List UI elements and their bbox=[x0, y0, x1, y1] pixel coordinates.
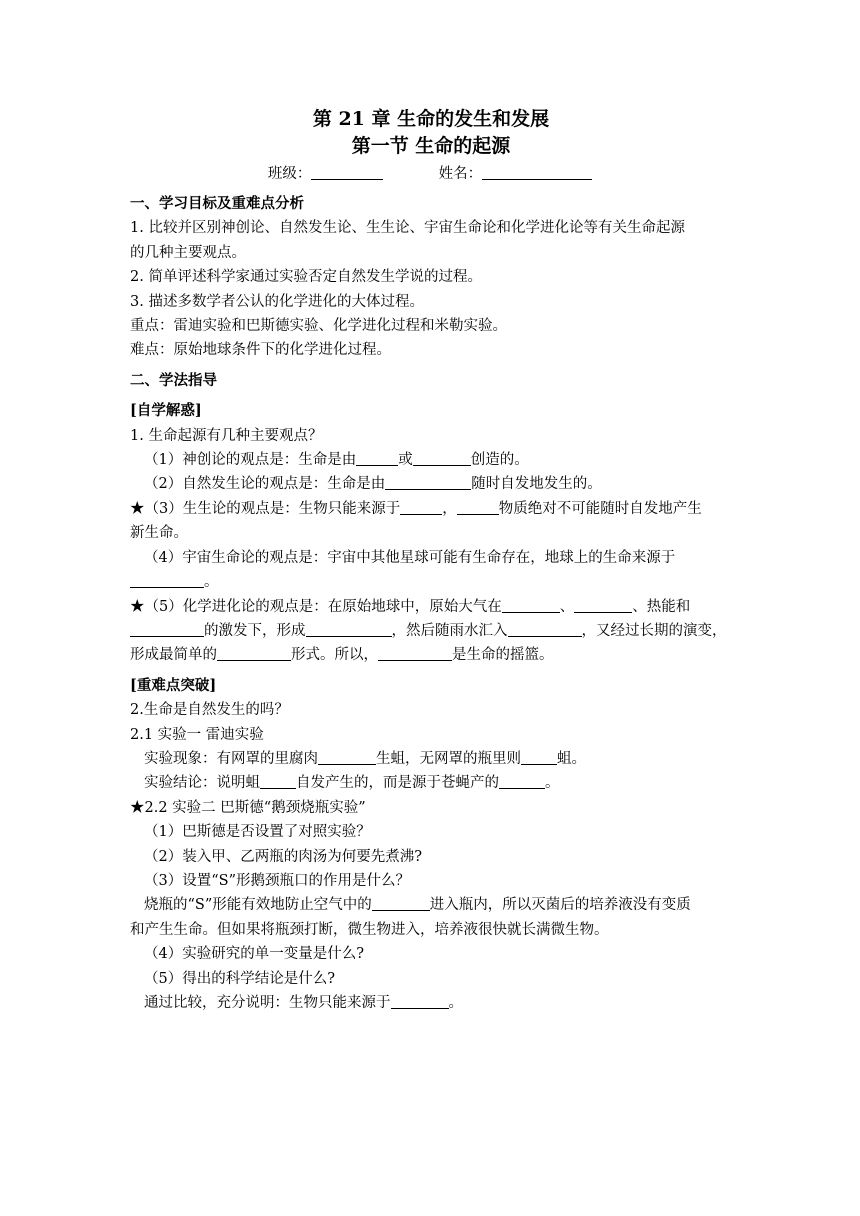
exp1-conc-a: 实验结论：说明蛆 bbox=[144, 775, 260, 792]
question-2: 2.生命是自然发生的吗？ bbox=[130, 702, 289, 719]
q1-5-text-h: 形式。所以， bbox=[291, 647, 378, 664]
question-1-5 bbox=[130, 595, 730, 619]
question-1-2 bbox=[130, 472, 730, 496]
blank-field[interactable] bbox=[356, 451, 398, 466]
blank-field[interactable] bbox=[372, 896, 430, 911]
q1-2-text-b: 随时自发地发生的。 bbox=[471, 476, 602, 493]
class-field[interactable] bbox=[311, 165, 383, 180]
key-points: 重点：雷迪实验和巴斯德实验、化学进化过程和米勒实验。 bbox=[130, 318, 507, 335]
q1-5-text-f: ，又经过长期的演变， bbox=[581, 622, 727, 639]
q1-4-text-b: 。 bbox=[204, 574, 219, 591]
experiment-2-final bbox=[130, 991, 730, 1015]
blank-field[interactable] bbox=[217, 646, 291, 661]
question-1-4-cont bbox=[130, 570, 730, 594]
blank-field[interactable] bbox=[521, 750, 557, 765]
section-title: 第一节 生命的起源 bbox=[351, 135, 511, 157]
blank-field[interactable] bbox=[574, 598, 632, 613]
experiment-2-answer-line-2: 和产生生命。但如果将瓶颈打断，微生物进入，培养液很快就长满微生物。 bbox=[130, 921, 609, 938]
document-body bbox=[130, 106, 730, 1015]
q1-5-text-g: 形成最简单的 bbox=[130, 647, 217, 664]
objective-2: 2. 简单评述科学家通过实验否定自然发生学说的过程。 bbox=[130, 269, 482, 286]
blank-field[interactable] bbox=[508, 622, 582, 637]
q1-5-text-c: 、热能和 bbox=[632, 598, 691, 615]
section-heading-1: 一、学习目标及重难点分析 bbox=[130, 195, 304, 212]
q1-1-text-c: 创造的。 bbox=[470, 452, 529, 469]
q1-5-text-a: ★（5）化学进化论的观点是：在原始地球中，原始大气在 bbox=[130, 598, 502, 615]
exp1-phen-a: 实验现象：有网罩的里腐肉 bbox=[144, 750, 318, 767]
exp1-conc-c: 。 bbox=[545, 775, 560, 792]
exp2-ans-a: 烧瓶的“S”形能有效地防止空气中的 bbox=[144, 897, 372, 914]
blank-field[interactable] bbox=[130, 622, 204, 637]
experiment-2-title: ★2.2 实验二 巴斯德“鹅颈烧瓶实验” bbox=[130, 799, 366, 816]
q1-1-text-a: （1）神创论的观点是：生命是由 bbox=[144, 452, 357, 469]
exp1-phen-c: 蛆。 bbox=[557, 750, 586, 767]
q1-5-text-d: 的激发下，形成 bbox=[204, 622, 306, 639]
q1-1-text-b: 或 bbox=[398, 452, 413, 469]
chapter-title: 第 21 章 生命的发生和发展 bbox=[312, 108, 550, 130]
experiment-2-question-5: （5）得出的科学结论是什么? bbox=[144, 970, 335, 987]
question-1-5-line-3 bbox=[130, 643, 730, 667]
experiment-2-answer-line-1 bbox=[130, 893, 730, 917]
experiment-2-question-3: （3）设置“S”形鹅颈瓶口的作用是什么？ bbox=[144, 872, 410, 889]
objective-1-line-2: 的几种主要观点。 bbox=[130, 244, 246, 261]
blank-field[interactable] bbox=[378, 646, 452, 661]
exp2-final-b: 。 bbox=[448, 995, 463, 1011]
student-info-row bbox=[130, 162, 730, 186]
exp2-ans-b: 进入瓶内，所以灭菌后的培养液没有变质 bbox=[429, 897, 691, 914]
exp1-conc-b: 自发产生的，而是源于苍蝇产的 bbox=[296, 775, 499, 792]
q1-3-text-b: ， bbox=[442, 500, 457, 517]
self-study-heading: [自学解惑] bbox=[130, 402, 202, 420]
blank-field[interactable] bbox=[457, 500, 499, 515]
q1-2-text-a: （2）自然发生论的观点是：生命是由 bbox=[144, 476, 386, 493]
q1-3-text-c: 物质绝对不可能随时自发地产生 bbox=[498, 500, 702, 517]
q1-3-text-a: ★（3）生生论的观点是：生物只能来源于 bbox=[130, 500, 401, 517]
blank-field[interactable] bbox=[400, 500, 442, 515]
question-1-3-cont: 新生命。 bbox=[130, 525, 188, 542]
q1-5-text-b: 、 bbox=[559, 598, 575, 615]
question-1-5-line-2 bbox=[130, 619, 730, 643]
experiment-1-phenomenon bbox=[130, 747, 730, 771]
class-label: 班级： bbox=[267, 166, 312, 182]
blank-field[interactable] bbox=[260, 774, 296, 789]
question-1: 1. 生命起源有几种主要观点？ bbox=[130, 427, 323, 444]
exp2-final-a: 通过比较，充分说明：生物只能来源于 bbox=[144, 995, 391, 1011]
blank-field[interactable] bbox=[306, 622, 392, 637]
experiment-1-title: 2.1 实验一 雷迪实验 bbox=[130, 726, 264, 743]
question-1-3 bbox=[130, 497, 730, 521]
name-field[interactable] bbox=[482, 165, 592, 180]
question-1-1 bbox=[130, 448, 730, 472]
experiment-2-question-1: （1）巴斯德是否设置了对照实验？ bbox=[144, 824, 371, 841]
q1-5-text-i: 是生命的摇篮。 bbox=[452, 647, 554, 664]
blank-field[interactable] bbox=[130, 573, 204, 588]
blank-field[interactable] bbox=[385, 475, 471, 490]
experiment-2-question-2: （2）装入甲、乙两瓶的肉汤为何要先煮沸? bbox=[144, 848, 422, 865]
name-label: 姓名： bbox=[438, 166, 483, 182]
objective-3: 3. 描述多数学者公认的化学进化的大体过程。 bbox=[130, 293, 424, 310]
difficulty-points: 难点：原始地球条件下的化学进化过程。 bbox=[130, 342, 391, 359]
blank-field[interactable] bbox=[391, 994, 449, 1009]
key-breakthrough-heading: [重难点突破] bbox=[130, 676, 217, 694]
blank-field[interactable] bbox=[499, 774, 545, 789]
exp1-phen-b: 生蛆，无网罩的瓶里则 bbox=[376, 750, 521, 767]
blank-field[interactable] bbox=[502, 598, 560, 613]
blank-field[interactable] bbox=[318, 750, 376, 765]
experiment-1-conclusion bbox=[130, 771, 730, 795]
blank-field[interactable] bbox=[413, 451, 471, 466]
section-heading-2: 二、学法指导 bbox=[130, 371, 217, 389]
experiment-2-question-4: （4）实验研究的单一变量是什么? bbox=[144, 946, 364, 963]
objective-1-line-1: 1. 比较并区别神创论、自然发生论、生生论、宇宙生命论和化学进化论等有关生命起源 bbox=[130, 220, 685, 237]
q1-5-text-e: ，然后随雨水汇入 bbox=[391, 622, 508, 639]
question-1-4: （4）宇宙生命论的观点是：宇宙中其他星球可能有生命存在，地球上的生命来源于 bbox=[144, 549, 676, 566]
